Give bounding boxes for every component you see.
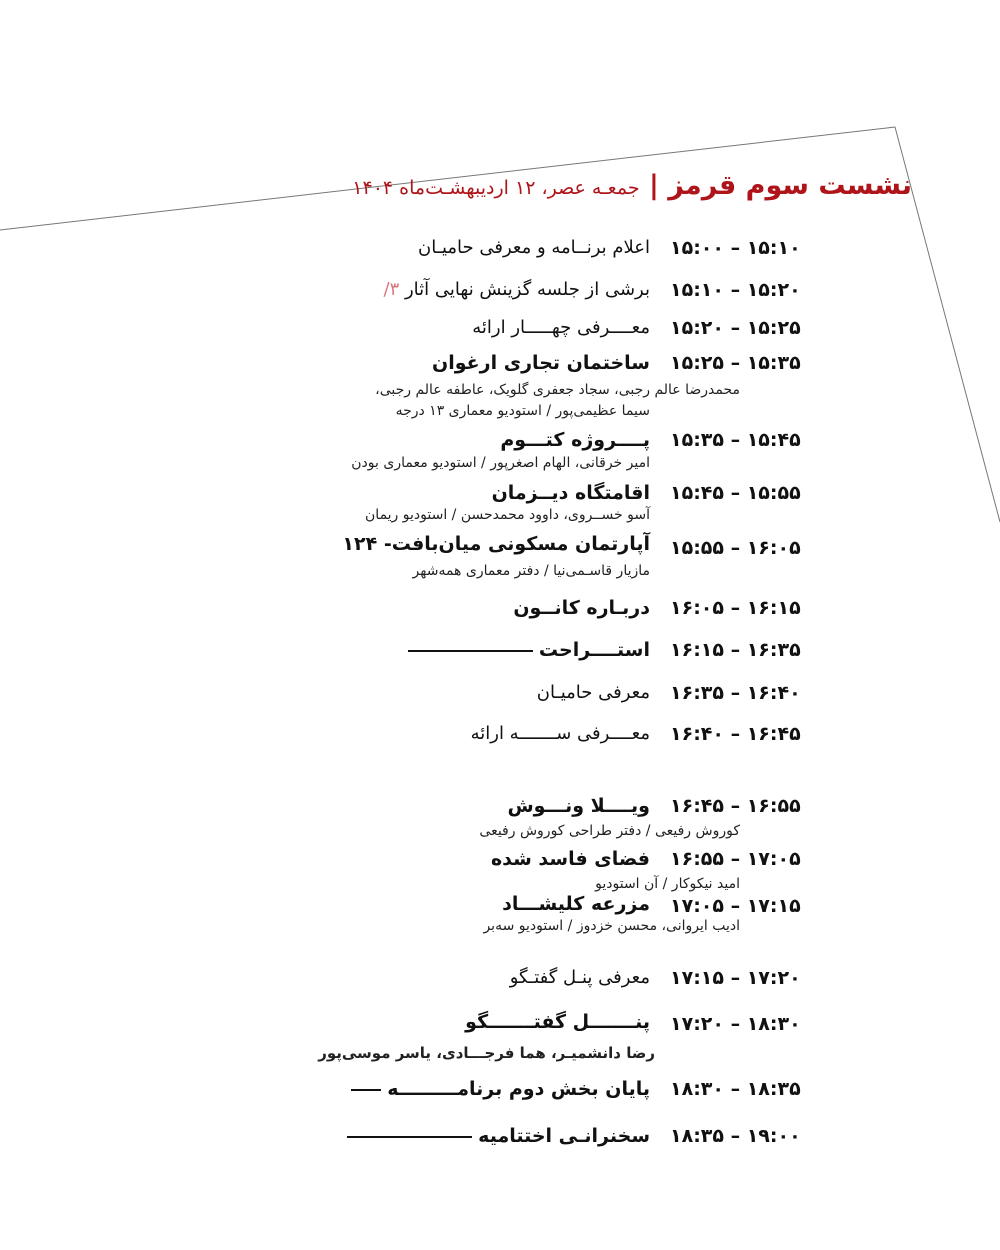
time-range: ۱۶:۵۵ – ۱۷:۰۵ <box>670 848 801 870</box>
schedule-row <box>0 1074 1000 1114</box>
schedule-row <box>0 593 1000 633</box>
presenter-credits: کوروش رفیعی / دفتر طراحی کوروش رفیعی <box>479 823 740 839</box>
time-range: ۱۸:۳۰ – ۱۸:۳۵ <box>670 1078 801 1100</box>
schedule-row <box>0 891 1000 941</box>
underline-rule <box>351 1089 381 1091</box>
schedule-item-title: ویــــلا ونـــوش <box>507 795 650 817</box>
time-range: ۱۷:۰۵ – ۱۷:۱۵ <box>670 895 801 917</box>
time-range: ۱۶:۴۵ – ۱۶:۵۵ <box>670 795 801 817</box>
presenter-credits: ادیب ایروانی، محسن خزدوز / استودیو سه‌بر <box>483 918 740 934</box>
time-range: ۱۸:۳۵ – ۱۹:۰۰ <box>670 1125 801 1147</box>
time-range: ۱۵:۰۰ – ۱۵:۱۰ <box>670 237 801 259</box>
schedule-item-text: استــــراحت <box>538 639 650 661</box>
presenter-credits: امیر خرقانی، الهام اصغرپور / استودیو معماری بودن <box>351 455 650 471</box>
time-range: ۱۶:۰۵ – ۱۶:۱۵ <box>670 597 801 619</box>
schedule-row <box>0 1009 1000 1069</box>
schedule-item-title <box>351 1078 650 1100</box>
schedule-row <box>0 793 1000 843</box>
schedule-item-title: پــــروژه کتـــوم <box>500 429 650 451</box>
underline-rule <box>347 1136 472 1138</box>
schedule-item-title: معــــرفی چهـــــار ارائه <box>472 317 650 338</box>
schedule-item-title: اعلام برنــامه و معرفی حامیـان <box>417 237 650 258</box>
schedule-item-title: مزرعه کلیشـــاد <box>502 893 650 915</box>
schedule-item-title: آپارتمان مسکونی میان‌بافت- ۱۲۴ <box>342 533 650 555</box>
schedule-item-title: دربـاره کانــون <box>513 597 650 619</box>
schedule-row <box>0 275 1000 315</box>
schedule-item-title <box>384 279 651 300</box>
presenter-credits: محمدرضا عالم رجبی، سجاد جعفری گلویک، عاطفه عالم رجبی، <box>375 382 740 398</box>
time-range: ۱۵:۲۵ – ۱۵:۳۵ <box>670 352 801 374</box>
time-range: ۱۷:۲۰ – ۱۸:۳۰ <box>670 1013 801 1035</box>
schedule-row <box>0 233 1000 273</box>
presenter-credits: امید نیکوکار / آن استودیو <box>595 876 740 892</box>
schedule-item-title: فضای فاسد شده <box>490 848 650 870</box>
schedule-row <box>0 533 1000 583</box>
schedule-row <box>0 678 1000 718</box>
schedule-row <box>0 1121 1000 1161</box>
schedule-item-title: معــــرفی ســـــــه ارائه <box>470 723 650 744</box>
schedule-row <box>0 846 1000 896</box>
schedule-row <box>0 425 1000 475</box>
schedule-item-title: معرفی پنـل گفتـگو <box>509 967 650 988</box>
presenter-credits: رضا دانشمیـر، هما فرجـــادی، یاسر موسی‌پور <box>318 1044 655 1062</box>
schedule-item-title <box>347 1125 650 1147</box>
schedule-item-title: پنـــــــل گفتـــــــگو <box>465 1011 650 1033</box>
schedule-row <box>0 480 1000 530</box>
time-range: ۱۶:۴۰ – ۱۶:۴۵ <box>670 723 801 745</box>
schedule-row <box>0 963 1000 1003</box>
time-range: ۱۵:۱۰ – ۱۵:۲۰ <box>670 279 801 301</box>
schedule-row <box>0 635 1000 675</box>
schedule-item-title: معرفی حامیـان <box>536 682 650 703</box>
schedule-item-title: اقامتگاه دیــزمان <box>491 482 650 504</box>
schedule-item-text: پایان بخش دوم برنامـــــــــه <box>387 1078 650 1100</box>
time-range: ۱۵:۲۰ – ۱۵:۲۵ <box>670 317 801 339</box>
presenter-credits: مازیار قاسـمی‌نیا / دفتر معماری همه‌شهر <box>412 563 650 579</box>
schedule-item-text: سخنرانـی اختتامیه <box>478 1125 650 1147</box>
presenter-credits: سیما عظیمی‌پور / استودیو معماری ۱۳ درجه <box>395 403 650 419</box>
time-range: ۱۷:۱۵ – ۱۷:۲۰ <box>670 967 801 989</box>
schedule-row <box>0 350 1000 425</box>
schedule-row <box>0 719 1000 759</box>
time-range: ۱۶:۳۵ – ۱۶:۴۰ <box>670 682 801 704</box>
presenter-credits: آسو خســروی، داوود محمدحسن / استودیو ریمان <box>365 507 650 523</box>
part-marker: ۳/ <box>383 279 400 300</box>
schedule-item-title <box>408 639 650 661</box>
schedule-row <box>0 313 1000 353</box>
time-range: ۱۶:۱۵ – ۱۶:۳۵ <box>670 639 801 661</box>
session-title: نشست سوم قرمز | جمعـه عصر، ۱۲ اردیبهشـت‌ماه ۱۴۰۴ <box>352 170 912 201</box>
time-range: ۱۵:۴۵ – ۱۵:۵۵ <box>670 482 801 504</box>
time-range: ۱۵:۳۵ – ۱۵:۴۵ <box>670 429 801 451</box>
underline-rule <box>408 650 533 652</box>
schedule-item-title: ساختمان تجاری ارغوان <box>432 352 650 374</box>
time-range: ۱۵:۵۵ – ۱۶:۰۵ <box>670 537 801 559</box>
schedule-item-text: برشی از جلسه گزینش نهایی آثار <box>404 279 650 300</box>
